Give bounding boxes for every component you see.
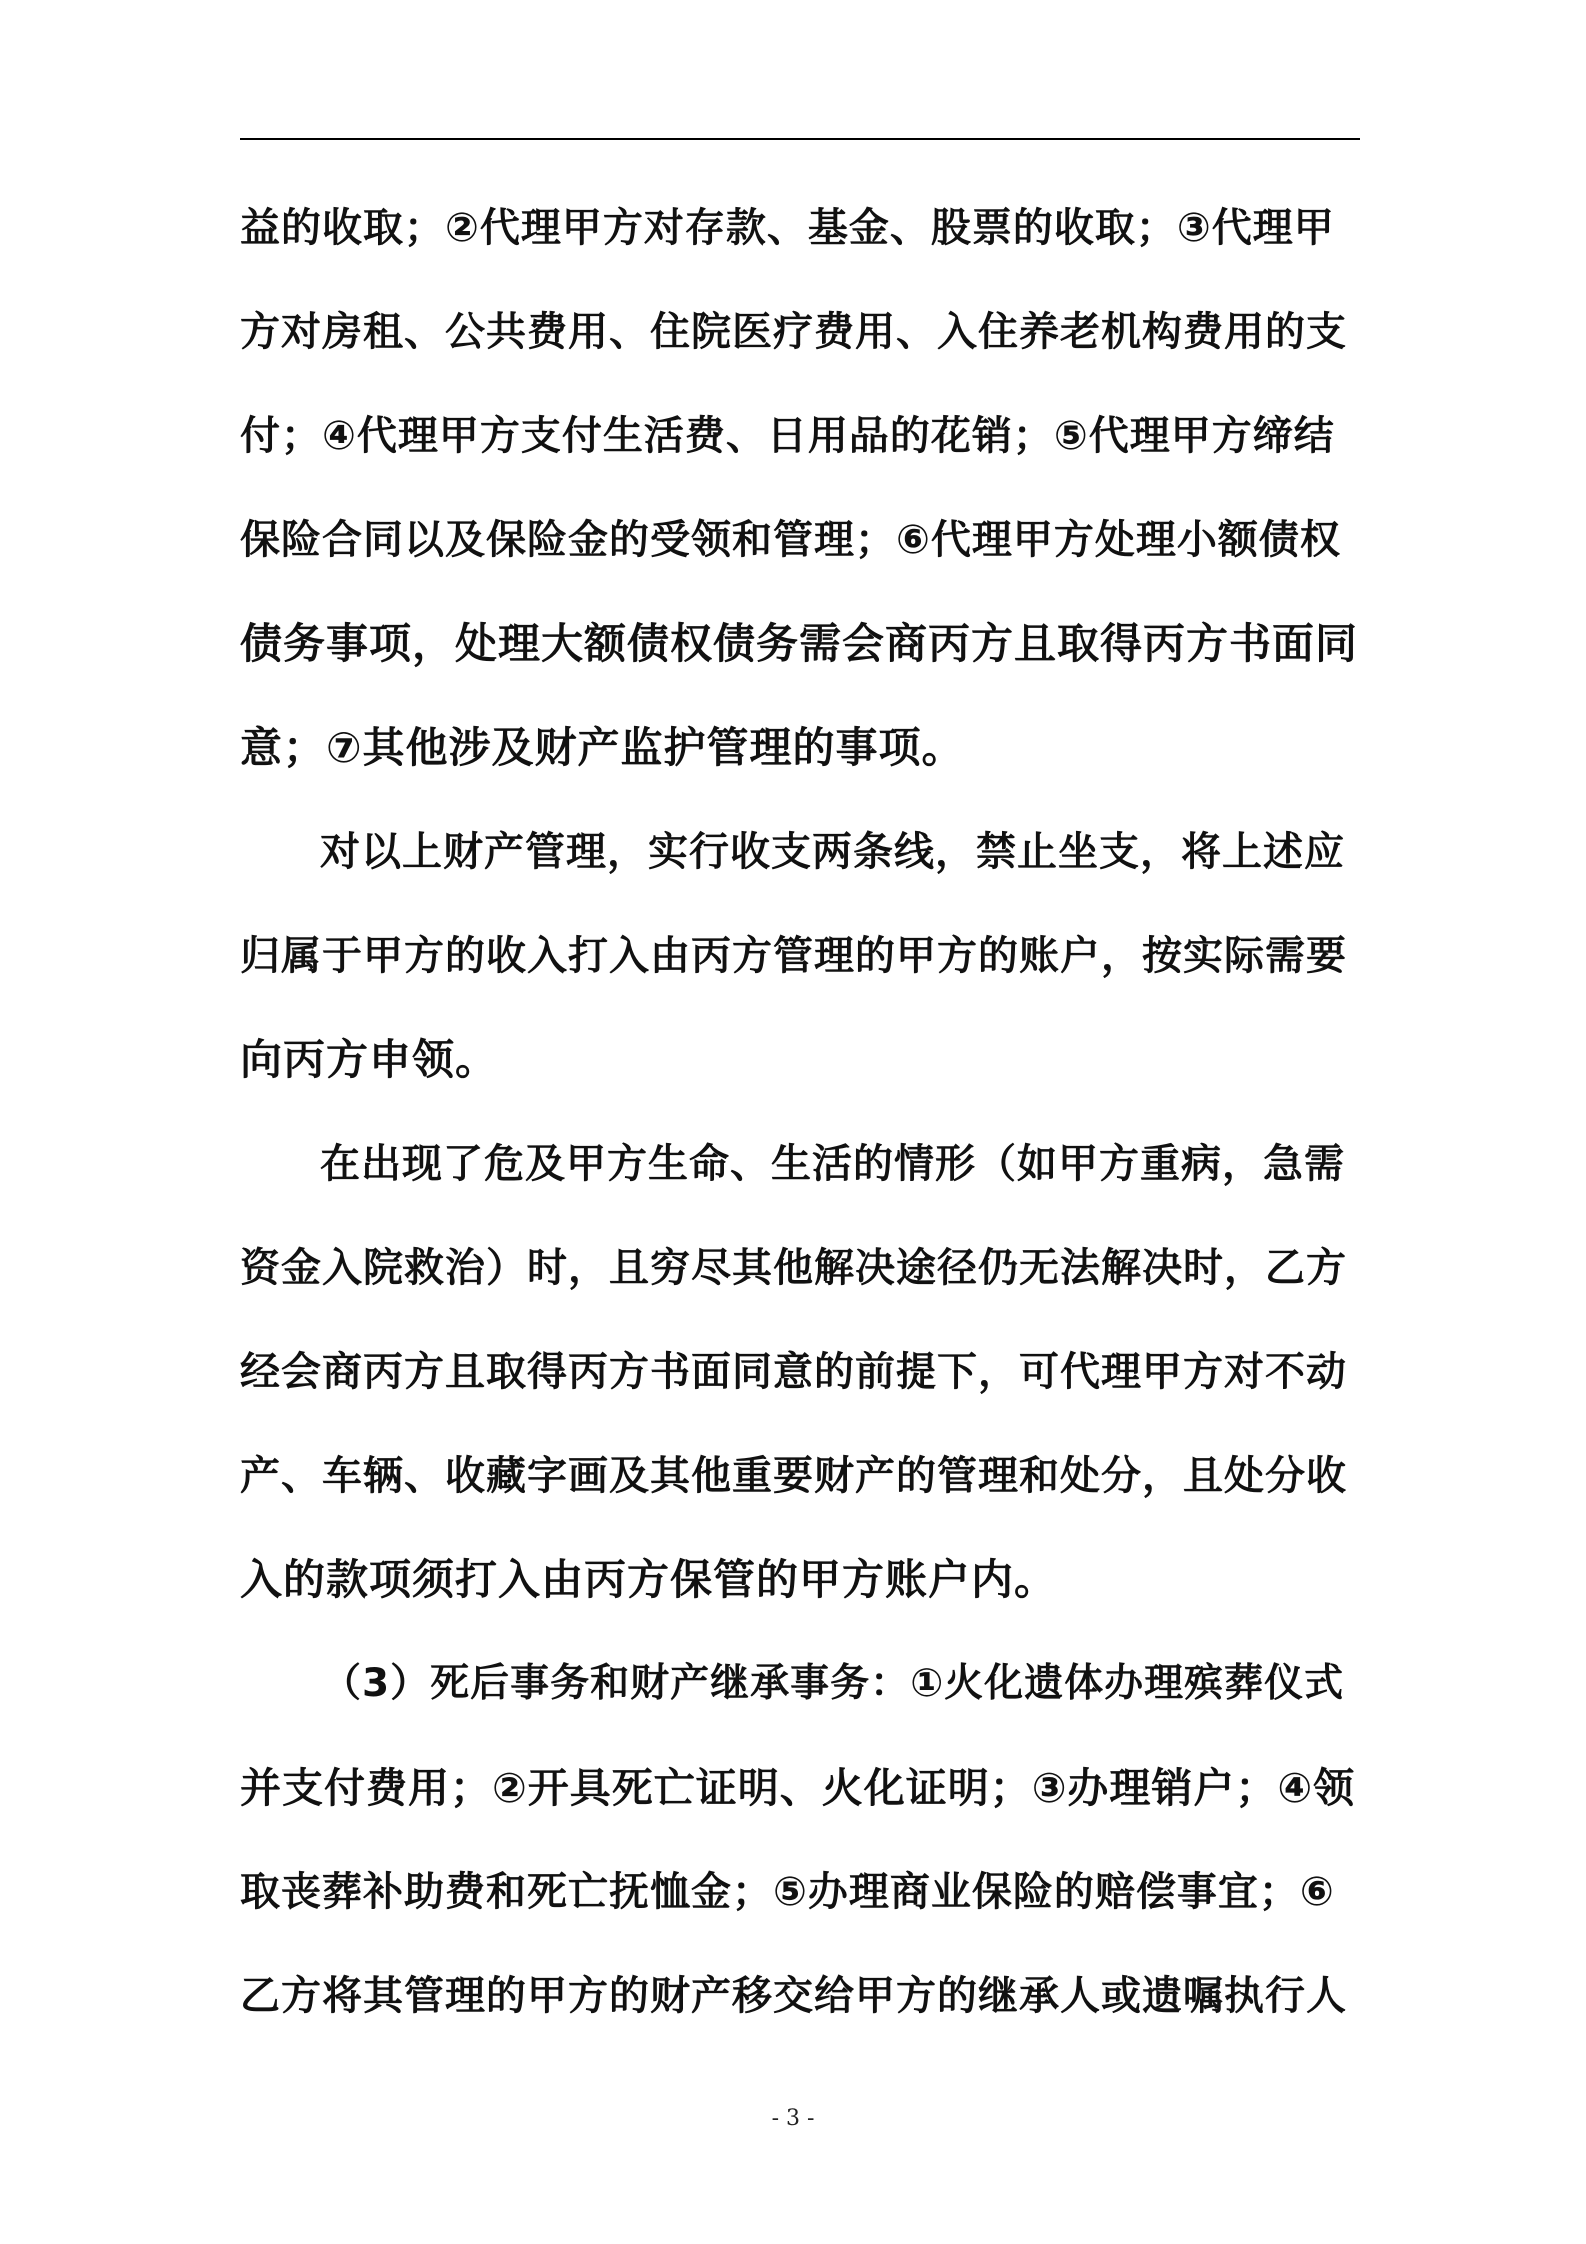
text-line: 保险合同以及保险金的受领和管理；⑥代理甲方处理小额债权 [240,517,1341,563]
text-line: 乙方将其管理的甲方的财产移交给甲方的继承人或遗嘱执行人 [240,1973,1347,2019]
header-rule [240,138,1360,140]
text-line: 益的收取；②代理甲方对存款、基金、股票的收取；③代理甲 [240,205,1335,251]
text-line: 意；⑦其他涉及财产监护管理的事项。 [240,723,965,772]
text-line: 产、车辆、收藏字画及其他重要财产的管理和处分，且处分收 [240,1453,1347,1499]
section-heading-line: （3）死后事务和财产继承事务：①火化遗体办理殡葬仪式 [322,1661,1345,1706]
text-line: 经会商丙方且取得丙方书面同意的前提下，可代理甲方对不动 [240,1349,1347,1395]
text-line: 向丙方申领。 [240,1035,499,1084]
text-line: 归属于甲方的收入打入由丙方管理的甲方的账户，按实际需要 [240,933,1347,979]
text-line: 资金入院救治）时，且穷尽其他解决途径仍无法解决时，乙方 [240,1245,1347,1291]
text-line: 方对房租、公共费用、住院医疗费用、入住养老机构费用的支 [240,309,1347,355]
paragraph-first-line: 对以上财产管理，实行收支两条线，禁止坐支，将上述应 [320,829,1345,875]
text-line: 债务事项，处理大额债权债务需会商丙方且取得丙方书面同 [240,619,1359,668]
text-line: 并支付费用；②开具死亡证明、火化证明；③办理销户；④领 [240,1764,1356,1812]
page-number: - 3 - [771,2106,815,2131]
text-line: 付；④代理甲方支付生活费、日用品的花销；⑤代理甲方缔结 [240,413,1335,459]
text-line: 入的款项须打入由丙方保管的甲方账户内。 [240,1555,1058,1604]
text-line: 取丧葬补助费和死亡抚恤金；⑤办理商业保险的赔偿事宜；⑥ [240,1869,1335,1915]
paragraph-first-line: 在出现了危及甲方生命、生活的情形（如甲方重病，急需 [320,1141,1345,1187]
